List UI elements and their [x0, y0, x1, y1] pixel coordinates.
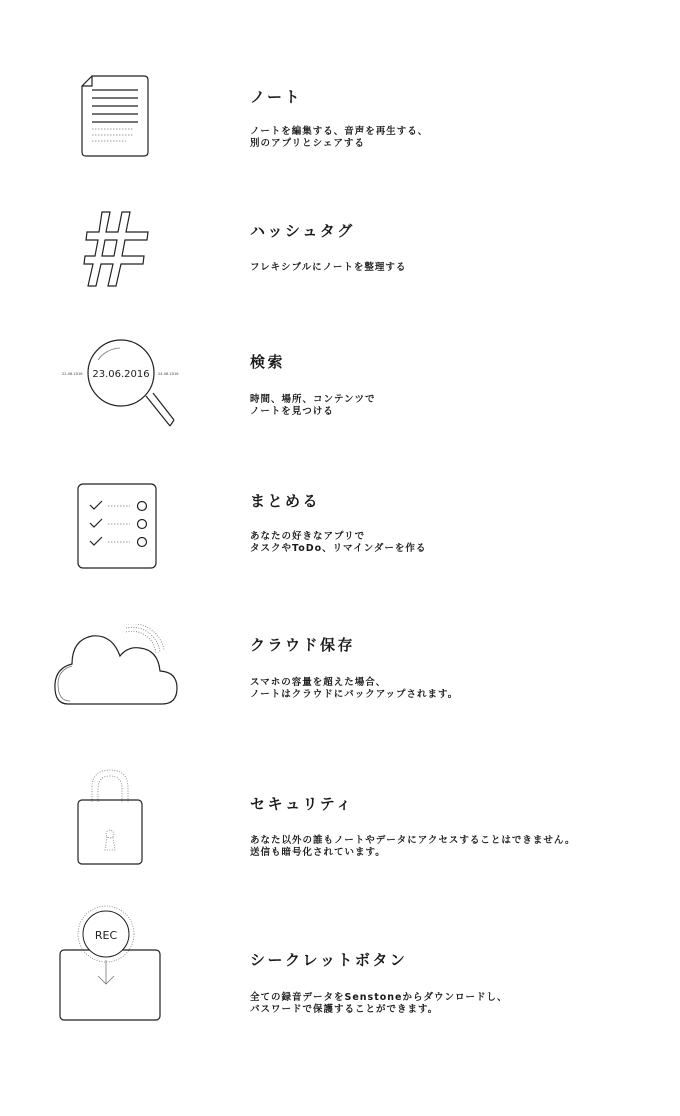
feature-title: ハッシュタグ	[250, 222, 355, 240]
feature-description: 全ての録音データをSenstoneからダウンロードし、 パスワードで保護することができます。	[250, 992, 508, 1015]
feature-title: まとめる	[250, 492, 321, 510]
padlock-icon	[74, 766, 148, 868]
feature-description: 時間、場所、コンテンツで ノートを見つける	[250, 394, 376, 417]
date-right-label: 24.06.2016	[158, 372, 179, 376]
rec-label: REC	[94, 929, 118, 942]
feature-description: ノートを編集する、音声を再生する、 別のアプリとシェアする	[250, 126, 429, 149]
hashtag-icon	[80, 208, 154, 290]
cloud-icon	[52, 624, 180, 708]
feature-description: フレキシブルにノートを整理する	[250, 262, 407, 273]
checklist-icon	[76, 482, 158, 570]
date-center-label: 23.06.2016	[92, 369, 150, 380]
rec-button-icon	[56, 904, 166, 1024]
feature-title: ノート	[250, 88, 303, 106]
magnifier-icon	[60, 338, 190, 434]
feature-description: あなた以外の誰もノートやデータにアクセスすることはできません。 送信も暗号化されています。	[250, 835, 576, 858]
feature-title: シークレットボタン	[250, 951, 408, 969]
feature-title: 検索	[250, 353, 286, 371]
feature-title: セキュリティ	[250, 795, 354, 813]
feature-description: あなたの好きなアプリで タスクやToDo、リマインダーを作る	[250, 531, 427, 554]
date-left-label: 22.06.2016	[62, 372, 83, 376]
feature-description: スマホの容量を超えた場合、 ノートはクラウドにバックアップされます。	[250, 677, 459, 700]
feature-title: クラウド保存	[250, 636, 356, 654]
note-document-icon	[78, 72, 152, 160]
